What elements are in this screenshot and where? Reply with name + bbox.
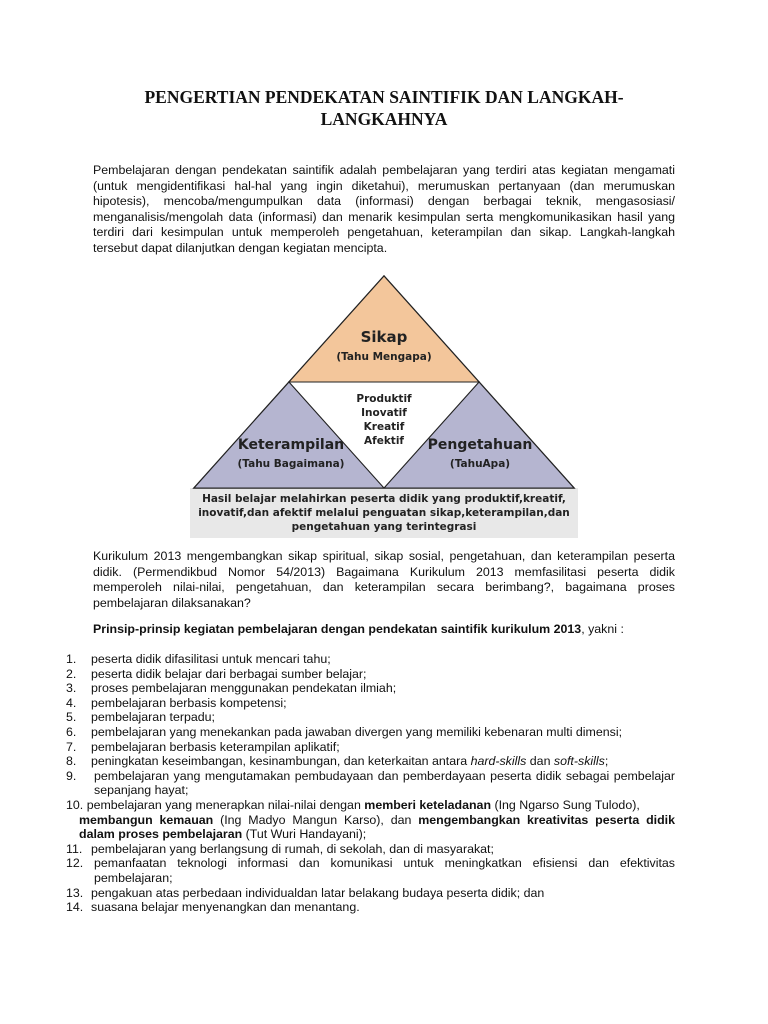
pyramid-diagram [190, 274, 578, 538]
principles-list [66, 652, 675, 915]
list-item [66, 710, 675, 725]
list-number: 4. [66, 695, 77, 710]
left-label: Keterampilan [237, 437, 345, 453]
list-item [66, 725, 675, 740]
curriculum-paragraph: Kurikulum 2013 mengembangkan sikap spiritual, sikap sosial, pengetahuan, dan keterampilan peserta didik. (Permendikbud Nomor 54/2013) Bagaimana Kurikulum 2013 memfasilitasi peserta didik memperoleh nilai-nilai, pengetahuan, dan keterampilan secara berimbang?, bagaimana proses pembelajaran dilaksanakan? [93, 549, 675, 610]
list-text-segment: pembelajaran yang menerapkan nilai-nilai dengan [86, 797, 365, 812]
center-line-1: Produktif [356, 393, 412, 405]
list-item [66, 754, 675, 769]
list-text: peserta didik difasilitasi untuk mencari tahu; [91, 652, 331, 666]
list-text: pembelajaran yang mengutamakan pembudayaan dan pemberdayaan peserta didik sebagai pembelajar sepanjang hayat; [94, 768, 675, 798]
list-number: 9. [66, 768, 77, 783]
list-item [66, 769, 675, 798]
list-text-segment: ; [604, 754, 609, 769]
list-item [66, 696, 675, 711]
hard-skills-term: hard-skills [470, 754, 527, 769]
list-item [66, 842, 675, 857]
list-text-segment: dan [526, 754, 554, 769]
center-line-4: Afektif [364, 435, 404, 447]
top-label: Sikap [360, 328, 408, 346]
right-label: Pengetahuan [427, 437, 533, 453]
list-item [66, 856, 675, 885]
list-number: 11. [66, 841, 83, 856]
principles-heading [93, 622, 675, 638]
list-item [66, 681, 675, 696]
list-text: pembelajaran terpadu; [91, 710, 215, 725]
list-text: suasana belajar menyenangkan dan menantang. [91, 900, 360, 915]
emphasis-keteladanan: memberi keteladanan [364, 797, 492, 812]
list-item [66, 886, 675, 901]
top-sublabel: (Tahu Mengapa) [336, 351, 432, 363]
list-item [66, 740, 675, 755]
list-number: 12. [66, 856, 84, 871]
list-text: pengakuan atas perbedaan individualdan latar belakang budaya peserta didik; dan [91, 885, 545, 900]
list-number: 6. [66, 724, 77, 739]
principles-heading-tail: , yakni : [581, 622, 624, 636]
emphasis-kreativitas: mengembangkan kreativitas peserta didik dalam proses pembelajaran [79, 812, 675, 842]
list-text-segment: (Tut Wuri Handayani); [242, 827, 367, 842]
list-item [66, 798, 675, 842]
caption-line-2: inovatif,dan afektif melalui penguatan sikap,keterampilan,dan [198, 507, 570, 519]
list-item [66, 667, 675, 682]
principles-heading-bold: Prinsip-prinsip kegiatan pembelajaran dengan pendekatan saintifik kurikulum 2013 [93, 622, 582, 636]
left-sublabel: (Tahu Bagaimana) [237, 458, 345, 470]
right-sublabel: (TahuApa) [449, 458, 511, 470]
pyramid-svg [190, 274, 578, 538]
list-text-segment: (Ing Ngarso Sung Tulodo), [491, 797, 640, 812]
list-item [66, 652, 675, 667]
list-text: peserta didik belajar dari berbagai sumber belajar; [91, 666, 367, 681]
list-text-segment: peningkatan keseimbangan, kesinambungan, dan keterkaitan antara [91, 754, 471, 769]
list-text: pembelajaran berbasis kompetensi; [91, 695, 287, 710]
caption-line-3: pengetahuan yang terintegrasi [291, 521, 477, 533]
list-number: 10. [66, 797, 84, 812]
list-number: 5. [66, 710, 77, 725]
list-number: 2. [66, 666, 77, 681]
center-line-2: Inovatif [361, 407, 407, 419]
emphasis-kemauan: membangun kemauan [79, 812, 214, 827]
list-text: pembelajaran berbasis keterampilan aplikatif; [91, 739, 340, 754]
list-text: pembelajaran yang berlangsung di rumah, di sekolah, dan di masyarakat; [91, 841, 494, 856]
list-item [66, 900, 675, 915]
list-number: 14. [66, 900, 84, 915]
list-number: 8. [66, 754, 77, 769]
list-number: 7. [66, 739, 77, 754]
intro-paragraph: Pembelajaran dengan pendekatan saintifik adalah pembelajaran yang terdiri atas kegiatan mengamati (untuk mengidentifikasi hal-hal yang ingin diketahui), merumuskan pertanyaan (dan merumuskan hipotesis), mencoba/mengumpulkan data (informasi) dengan berbagai teknik, mengasosiasi/ menganalisis/mengolah data (informasi) dan menarik kesimpulan serta mengkomunikasikan hasil yang terdiri dari kesimpulan untuk memperoleh pengetahuan, keterampilan dan sikap. Langkah-langkah tersebut dapat dilanjutkan dengan kegiatan mencipta. [93, 163, 675, 255]
list-number: 3. [66, 681, 77, 696]
center-line-3: Kreatif [363, 421, 405, 433]
list-text-segment: (Ing Madyo Mangun Karso), dan [213, 812, 419, 827]
list-text: pemanfaatan teknologi informasi dan komunikasi untuk meningkatkan efisiensi dan efektivitas pembelajaran; [94, 856, 675, 885]
soft-skills-term: soft-skills [553, 754, 605, 769]
list-continuation [66, 813, 675, 842]
list-text [91, 754, 608, 768]
list-number: 13. [66, 885, 84, 900]
caption-line-1: Hasil belajar melahirkan peserta didik yang produktif,kreatif, [202, 493, 566, 505]
list-text: proses pembelajaran menggunakan pendekatan ilmiah; [91, 681, 397, 696]
list-text: pembelajaran yang menekankan pada jawaban divergen yang memiliki kebenaran multi dimensi; [91, 724, 623, 739]
list-number: 1. [66, 652, 77, 666]
document-title: PENGERTIAN PENDEKATAN SAINTIFIK DAN LANGKAH-LANGKAHNYA [144, 87, 624, 129]
